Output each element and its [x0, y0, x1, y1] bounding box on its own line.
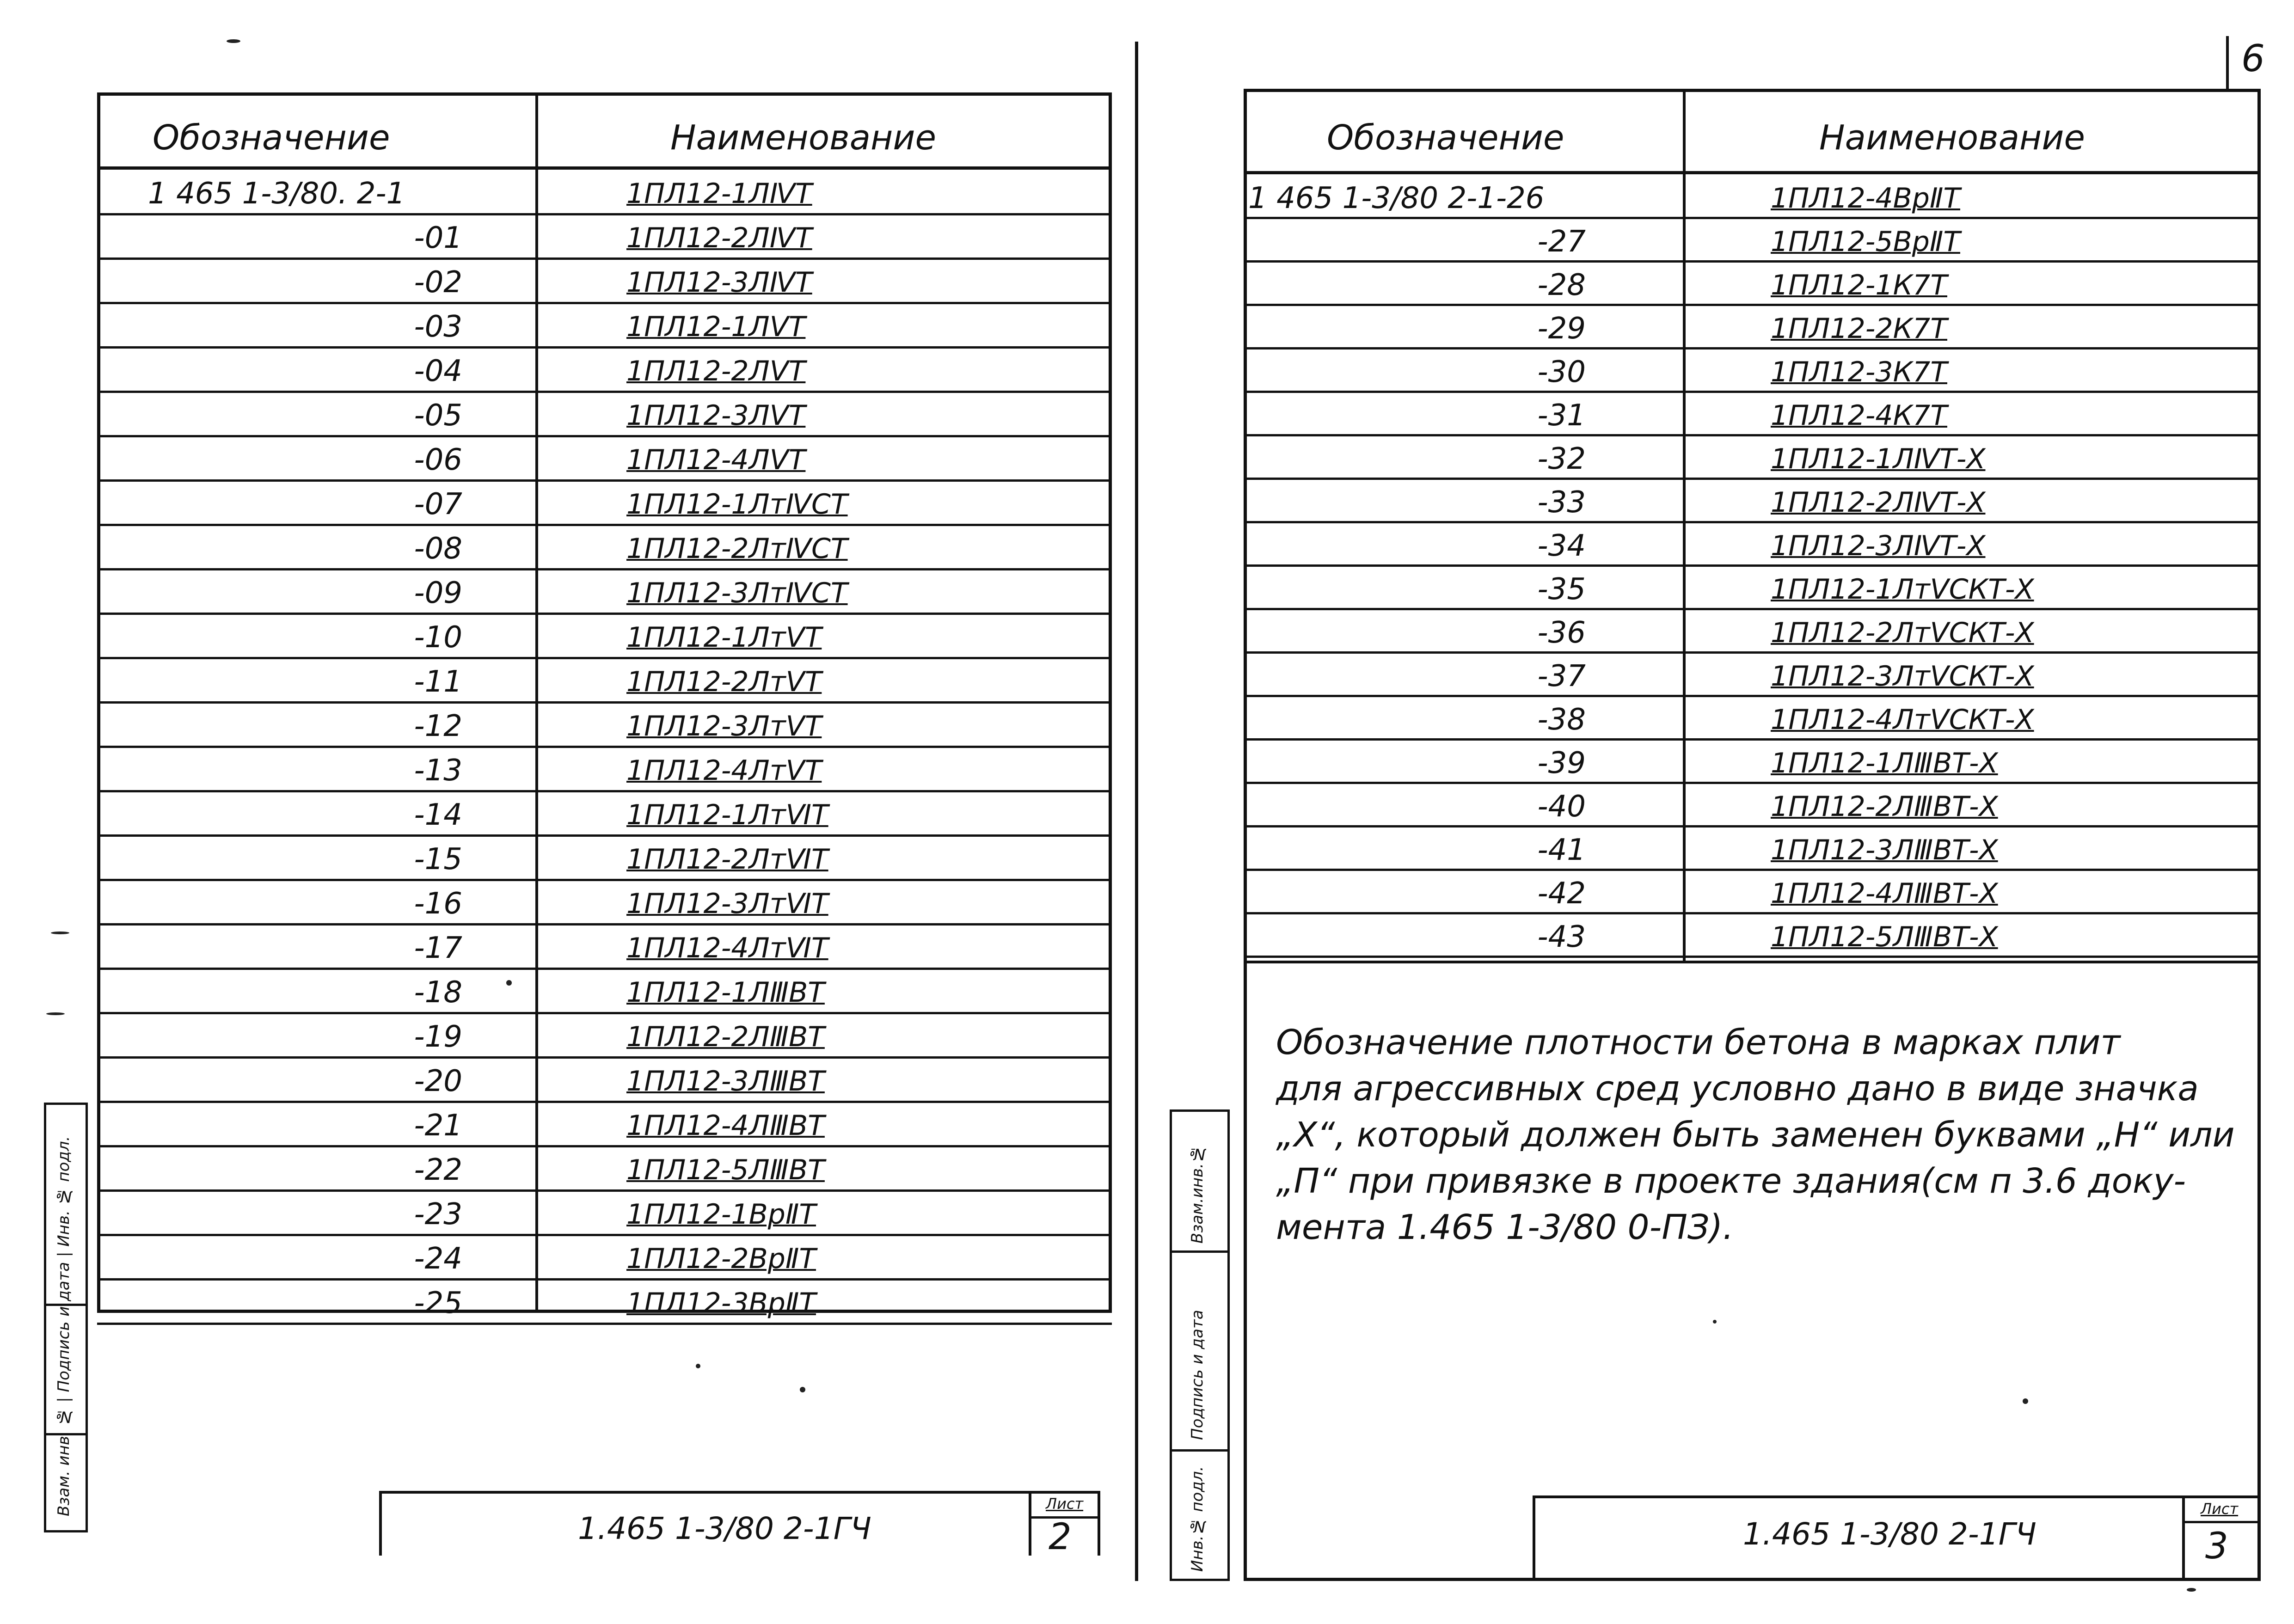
row-designation: -17: [414, 931, 462, 965]
row-name: 1ПЛ12-2ЛтⅣСТ: [626, 533, 848, 565]
table-row: [1244, 349, 2261, 393]
table-row: [97, 482, 1112, 526]
row-name: 1ПЛ12-4ЛⅢВТ-Х: [1771, 877, 1998, 910]
table-row: [97, 215, 1112, 260]
row-name: 1ПЛ12-4ЛⅤТ: [626, 444, 806, 476]
note-line-1: Обозначение плотности бетона в марках плит: [1276, 1023, 2121, 1062]
right-stamp-separator-1: [1170, 1250, 1230, 1253]
row-name: 1ПЛ12-1ЛтⅤСКТ-Х: [1771, 573, 2034, 606]
row-designation: -22: [414, 1153, 462, 1187]
row-designation: -30: [1537, 355, 1586, 389]
row-name: 1ПЛ12-5ЛⅢВТ-Х: [1771, 921, 1998, 953]
row-name: 1ПЛ12-3ЛтⅣСТ: [626, 577, 848, 609]
left-header-separator: [97, 166, 1112, 170]
row-name: 1ПЛ12-1ЛтⅤТ: [626, 621, 822, 654]
row-designation: -13: [414, 754, 462, 788]
row-designation: -15: [414, 842, 462, 876]
scan-speck: [227, 39, 240, 43]
left-document-code: 1.465 1-3/80 2-1ГЧ: [578, 1511, 871, 1546]
table-row: [97, 1059, 1112, 1103]
table-row: [97, 925, 1112, 970]
note-line-2: для агрессивных сред условно дано в виде значка: [1276, 1069, 2199, 1109]
row-name: 1ПЛ12-4ЛтⅤТ: [626, 754, 822, 787]
table-row: [1244, 697, 2261, 741]
table-row: [97, 615, 1112, 659]
row-designation: -19: [414, 1020, 462, 1054]
scan-speck: [46, 1012, 65, 1015]
center-divider: [1135, 42, 1138, 1581]
left-sheet-number: 2: [1049, 1516, 1072, 1558]
table-row: [97, 1103, 1112, 1147]
row-name: 1ПЛ12-3ЛⅢВТ: [626, 1065, 825, 1097]
table-row: [1244, 523, 2261, 567]
table-row: [1244, 436, 2261, 480]
row-name: 1ПЛ12-3ЛⅣТ: [626, 266, 812, 299]
row-name: 1ПЛ12-2ЛⅢВТ-Х: [1771, 791, 1998, 823]
right-title-block-divider: [2182, 1495, 2185, 1581]
right-stamp-separator-2: [1170, 1449, 1230, 1452]
row-name: 1ПЛ12-3К7Т: [1771, 356, 1948, 388]
table-row: [1244, 827, 2261, 871]
note-line-4: „П“ при привязке в проекте здания(см п 3.6 доку-: [1276, 1161, 2186, 1201]
row-name: 1ПЛ12-4ВрⅡТ: [1771, 182, 1961, 214]
right-table-bottom: [1244, 961, 2261, 963]
row-designation: -29: [1537, 312, 1586, 346]
left-header-name: Наименование: [670, 118, 937, 158]
table-row: [1244, 306, 2261, 349]
note-line-5: мента 1.465 1-3/80 0-ПЗ).: [1276, 1207, 1734, 1247]
row-designation: -41: [1537, 833, 1586, 867]
table-row: [97, 570, 1112, 615]
right-sheet-number: 3: [2205, 1526, 2228, 1567]
row-designation: -18: [414, 975, 462, 1010]
density-note: [1276, 1019, 2235, 1250]
row-name: 1ПЛ12-2ЛⅤТ: [626, 355, 806, 387]
table-row: [1244, 219, 2261, 263]
row-name: 1ПЛ12-1ЛⅢВТ-Х: [1771, 747, 1998, 779]
right-stamp-text-2: Подпись и дата: [1188, 1310, 1207, 1440]
row-name: 1ПЛ12-2ВрⅡТ: [626, 1243, 816, 1275]
scan-speck: [51, 932, 69, 934]
row-name: 1ПЛ12-2ЛтⅤСКТ-Х: [1771, 617, 2034, 649]
row-designation: -08: [414, 532, 462, 566]
row-name: 1ПЛ12-1ЛтⅥТ: [626, 799, 828, 831]
row-name: 1ПЛ12-2ЛⅣТ: [626, 222, 812, 254]
right-stamp-text-1: Взам.инв.№: [1188, 1145, 1207, 1244]
row-name: 1ПЛ12-1ЛⅤТ: [626, 311, 806, 343]
row-name: 1ПЛ12-3ВрⅡТ: [626, 1287, 816, 1319]
row-designation: -14: [414, 798, 462, 832]
row-designation: -12: [414, 709, 462, 743]
row-designation: -11: [414, 665, 462, 699]
table-row: [97, 1147, 1112, 1192]
right-stamp-text-3: Инв.№ подл.: [1188, 1466, 1207, 1572]
row-name: 1ПЛ12-3ЛтⅤТ: [626, 710, 822, 742]
row-name: 1ПЛ12-3ЛⅤТ: [626, 399, 806, 432]
row-designation: -03: [414, 310, 462, 344]
row-designation: -01: [414, 221, 462, 255]
row-designation: -06: [414, 443, 462, 477]
row-designation: 1 465 1-3/80. 2-1: [148, 177, 405, 211]
table-row: [97, 349, 1112, 393]
row-designation: -37: [1537, 659, 1586, 693]
table-row: [97, 304, 1112, 349]
right-sheet-label-rule: [2182, 1521, 2261, 1523]
table-row: [97, 704, 1112, 748]
row-name: 1ПЛ12-5ВрⅡТ: [1771, 226, 1961, 258]
row-designation: -05: [414, 398, 462, 433]
table-row: [97, 659, 1112, 704]
row-designation: -02: [414, 265, 462, 300]
row-designation: -40: [1537, 790, 1586, 824]
table-row: [1244, 263, 2261, 306]
left-header-designation: Обозначение: [153, 118, 390, 158]
right-header-designation: Обозначение: [1327, 118, 1564, 158]
table-row: [97, 792, 1112, 837]
row-designation: -35: [1537, 572, 1586, 607]
row-name: 1ПЛ12-2ЛтⅥТ: [626, 843, 828, 876]
row-designation: -33: [1537, 485, 1586, 520]
right-document-code: 1.465 1-3/80 2-1ГЧ: [1743, 1516, 2036, 1552]
row-name: 1ПЛ12-4ЛтⅤСКТ-Х: [1771, 704, 2034, 736]
table-row: [97, 393, 1112, 437]
left-stamp-text: Взам. инв. № | Подпись и дата | Инв. № подл.: [55, 1136, 73, 1516]
row-designation: -10: [414, 620, 462, 655]
table-row: [97, 1192, 1112, 1236]
row-name: 1ПЛ12-5ЛⅢВТ: [626, 1154, 825, 1186]
row-name: 1ПЛ12-1ЛⅣТ-Х: [1771, 443, 1986, 475]
page-number: 6: [2241, 37, 2265, 80]
row-name: 1ПЛ12-4К7Т: [1771, 399, 1948, 432]
row-designation: -21: [414, 1109, 462, 1143]
scan-speck: [2187, 1588, 2196, 1592]
table-row: [1244, 610, 2261, 654]
row-name: 1ПЛ12-1ЛтⅣСТ: [626, 488, 848, 521]
table-row: [97, 748, 1112, 792]
row-designation: -42: [1537, 876, 1586, 911]
row-name: 1ПЛ12-1ЛⅢВТ: [626, 976, 825, 1009]
table-row: [97, 1014, 1112, 1059]
row-designation: -27: [1537, 225, 1586, 259]
row-designation: -43: [1537, 920, 1586, 954]
table-row: [1244, 741, 2261, 784]
row-name: 1ПЛ12-2ЛтⅤТ: [626, 666, 822, 698]
right-header-separator: [1244, 171, 2261, 174]
row-designation: -38: [1537, 703, 1586, 737]
left-title-block-divider: [1029, 1491, 1031, 1556]
table-row: [97, 260, 1112, 304]
row-designation: -24: [414, 1242, 462, 1276]
table-row: [97, 1236, 1112, 1281]
row-designation: -07: [414, 487, 462, 521]
row-designation: -04: [414, 354, 462, 388]
table-row: [97, 526, 1112, 570]
table-row: [97, 1281, 1112, 1325]
scan-speck: [506, 980, 512, 986]
right-header-name: Наименование: [1819, 118, 2085, 158]
row-name: 1ПЛ12-2К7Т: [1771, 313, 1948, 345]
row-name: 1ПЛ12-1ВрⅡТ: [626, 1198, 816, 1231]
left-sheet-label: Лист: [1046, 1495, 1084, 1513]
row-designation: -39: [1537, 746, 1586, 780]
row-name: 1ПЛ12-2ЛⅢВТ: [626, 1021, 825, 1053]
row-designation: -09: [414, 576, 462, 610]
table-row: [97, 970, 1112, 1014]
table-row: [97, 437, 1112, 482]
scan-speck: [800, 1387, 805, 1392]
scan-speck: [696, 1364, 700, 1368]
row-name: 1ПЛ12-3ЛⅣТ-Х: [1771, 530, 1986, 562]
table-row: [1244, 871, 2261, 914]
row-designation: -31: [1537, 398, 1586, 433]
row-name: 1ПЛ12-2ЛⅣТ-Х: [1771, 486, 1986, 519]
table-row: [1244, 567, 2261, 610]
scan-speck: [2023, 1398, 2028, 1404]
row-designation: -34: [1537, 529, 1586, 563]
table-row: [1244, 654, 2261, 697]
table-row: [1244, 393, 2261, 436]
row-designation: 1 465 1-3/80 2-1-26: [1248, 181, 1545, 215]
row-designation: -36: [1537, 616, 1586, 650]
row-designation: -25: [414, 1286, 462, 1320]
page-number-rule: [2226, 36, 2229, 92]
row-name: 1ПЛ12-3ЛтⅤСКТ-Х: [1771, 660, 2034, 692]
row-designation: -23: [414, 1197, 462, 1232]
row-name: 1ПЛ12-1ЛⅣТ: [626, 178, 812, 210]
row-designation: -16: [414, 887, 462, 921]
row-name: 1ПЛ12-4ЛтⅥТ: [626, 932, 828, 964]
table-row: [1244, 784, 2261, 827]
right-sheet-label: Лист: [2201, 1500, 2239, 1518]
row-name: 1ПЛ12-3ЛтⅥТ: [626, 888, 828, 920]
row-designation: -28: [1537, 268, 1586, 302]
row-name: 1ПЛ12-1К7Т: [1771, 269, 1948, 301]
table-row: [1244, 914, 2261, 958]
table-row: [1244, 480, 2261, 523]
scan-speck: [1713, 1320, 1717, 1324]
row-designation: -20: [414, 1064, 462, 1098]
table-row: [97, 881, 1112, 925]
table-row: [97, 837, 1112, 881]
row-name: 1ПЛ12-3ЛⅢВТ-Х: [1771, 834, 1998, 866]
note-line-3: „Х“, который должен быть заменен буквами „Н“ или: [1276, 1115, 2235, 1155]
row-designation: -32: [1537, 442, 1586, 476]
row-name: 1ПЛ12-4ЛⅢВТ: [626, 1109, 825, 1142]
